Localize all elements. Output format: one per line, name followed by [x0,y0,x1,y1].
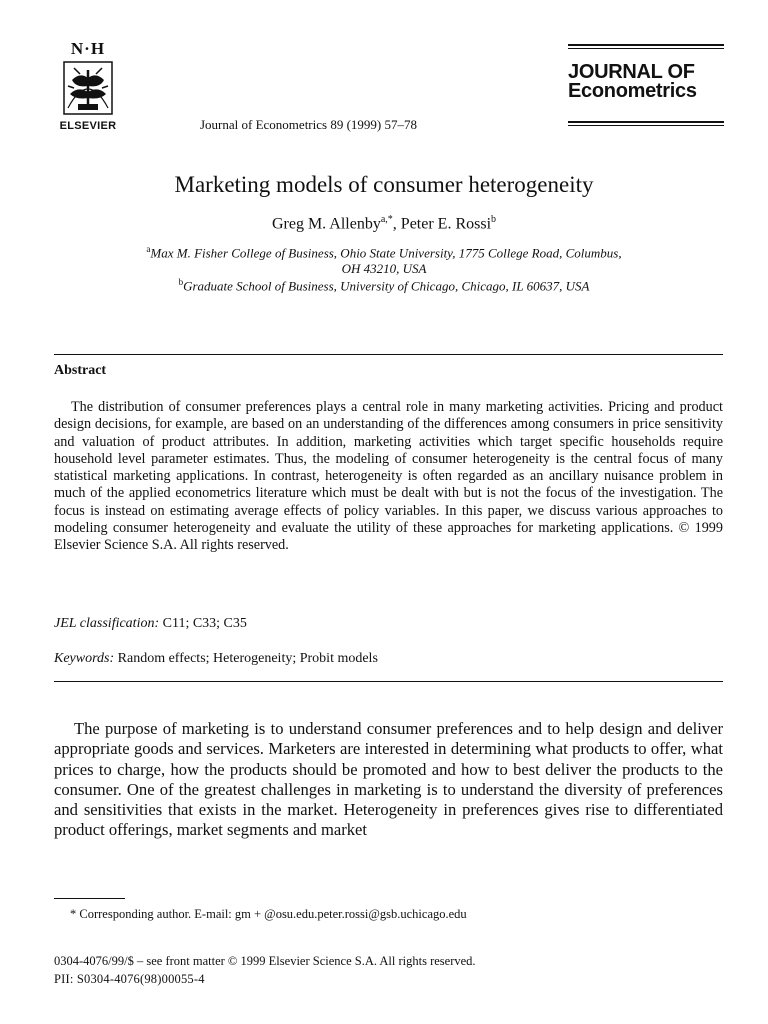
author-separator: , [392,215,401,233]
masthead-top-rule-thin [568,48,724,49]
affiliation-b [60,274,708,294]
author-list [0,214,768,233]
keywords-label: Keywords: [54,651,115,666]
author-allenby: Greg M. Allenby [271,215,381,233]
affiliation-b-mark: b [178,277,184,287]
abstract-heading: Abstract [54,363,107,378]
abstract-top-rule [54,354,723,355]
affiliation-a [60,241,708,277]
author-rossi-affiliation-mark: b [491,214,497,225]
body-paragraph: The purpose of marketing is to understand consumer preferences and to help design and deliver appropriate goods and services. Marketers are interested in determining what products to offer, what prices to charge, how the products should be promoted and how to best deliver the products to the consumer. One of the greatest challenges in marketing is to understand the diversity of preferences and sensitivities that exists in the market. Heterogeneity in preferences gives rise to differentiated product offerings, market segments and market [54,719,723,840]
elsevier-tree-emblem [60,60,116,118]
journal-masthead [568,44,724,126]
jel-label: JEL classification: [54,616,160,631]
paper-title: Marketing models of consumer heterogeneity [174,172,594,197]
masthead-bottom-rule-thin [568,125,724,126]
journal-name-line1: JOURNAL OF [568,61,695,83]
footnote-text: Corresponding author. E-mail: gm + @osu.edu.peter.rossi@gsb.uchicago.edu [79,907,467,921]
affiliation-b-text: Graduate School of Business, University of Chicago, Chicago, IL 60637, USA [183,278,590,294]
abstract-text: The distribution of consumer preferences plays a central role in many marketing activities. Pricing and product design decisions, for example, are based on an understanding of the differences among consumers in price sensitivity and valuation of product attributes. In addition, marketing activities which target specific households require household level parameter estimates. Thus, the modeling of consumer heterogeneity is the central focus of many statistical marketing applications. In contrast, heterogeneity is often regarded as an ancillary nuisance problem in much of the applied econometrics literature which must be dealt with but is not the focus of the investigation. The focus is instead on estimating average effects of policy variables. In this paper, we discuss various approaches to modeling consumer heterogeneity and evaluate the utility of these approaches for marketing applications. © 1999 Elsevier Science S.A. All rights reserved. [54,399,723,554]
affiliation-a-mark: a [146,244,151,254]
journal-name-line2: Econometrics [568,80,697,102]
footnote-mark: * [70,907,77,921]
masthead-top-rule [568,44,724,46]
jel-classification [54,616,247,632]
copyright-line: 0304-4076/99/$ – see front matter © 1999 Elsevier Science S.A. All rights reserved. [54,954,476,968]
journal-citation: Journal of Econometrics 89 (1999) 57–78 [200,117,417,132]
journal-name [568,63,724,101]
affiliation-a-line1: Max M. Fisher College of Business, Ohio State University, 1775 College Road, Columbus, [150,245,622,261]
affiliation-a-line2: OH 43210, USA [341,261,427,277]
masthead-bottom-rule [568,121,724,123]
keywords-list: Random effects; Heterogeneity; Probit models [117,651,378,666]
jel-codes: C11; C33; C35 [162,616,247,631]
author-rossi: Peter E. Rossi [400,215,492,233]
footnote [70,907,467,922]
footnote-rule [54,898,125,899]
abstract-bottom-rule [54,681,723,682]
keywords [54,651,378,667]
elsevier-logo [52,40,124,132]
pii-line: PII: S0304-4076(98)00055-4 [54,972,205,986]
logo-nh-text: N·H [70,39,106,58]
publisher-name: ELSEVIER [59,120,117,132]
author-allenby-affiliation-mark: a,* [380,214,393,225]
